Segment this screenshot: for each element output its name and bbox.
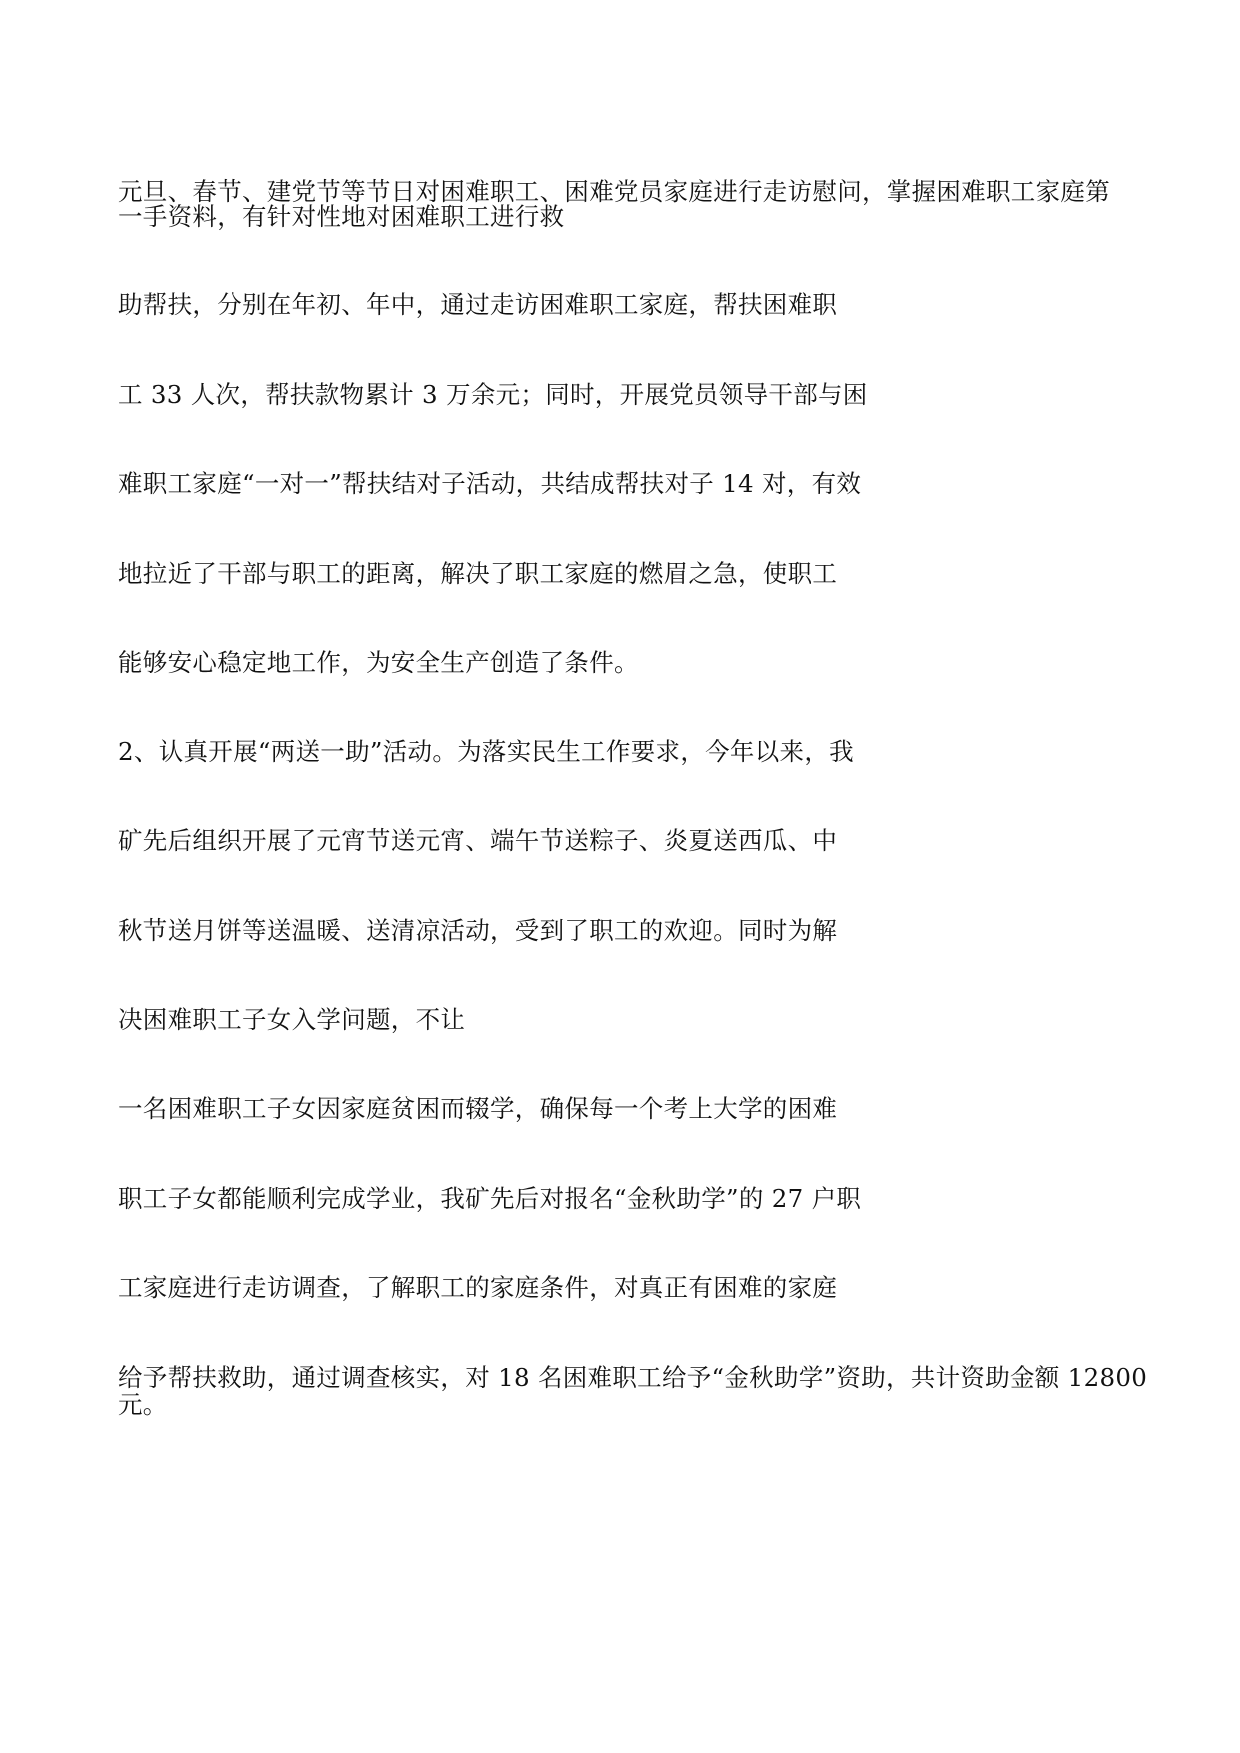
text-line: 地拉近了干部与职工的距离，解决了职工家庭的燃眉之急，使职工 [118, 559, 838, 588]
text-line: 矿先后组织开展了元宵节送元宵、端午节送粽子、炎夏送西瓜、中 [118, 826, 838, 855]
text-line: 助帮扶，分别在年初、年中，通过走访困难职工家庭，帮扶困难职 [118, 290, 838, 319]
text-line: 秋节送月饼等送温暖、送清凉活动，受到了职工的欢迎。同时为解 [118, 916, 838, 945]
text-line: 元旦、春节、建党节等节日对困难职工、困难党员家庭进行走访慰问，掌握困难职工家庭第 [118, 177, 1110, 206]
text-line: 一名困难职工子女因家庭贫困而辍学，确保每一个考上大学的困难 [118, 1094, 838, 1123]
text-line: 给予帮扶救助，通过调查核实，对 18 名困难职工给予“金秋助学”资助，共计资助金额 12800 [118, 1363, 1148, 1392]
text-line: 能够安心稳定地工作，为安全生产创造了条件。 [118, 648, 639, 677]
text-line: 2、认真开展“两送一助”活动。为落实民生工作要求，今年以来，我 [118, 737, 854, 766]
text-line: 难职工家庭“一对一”帮扶结对子活动，共结成帮扶对子 14 对，有效 [118, 469, 862, 498]
text-line: 决困难职工子女入学问题，不让 [118, 1005, 466, 1034]
text-line: 工 33 人次，帮扶款物累计 3 万余元；同时，开展党员领导干部与困 [118, 380, 868, 409]
text-line: 一手资料，有针对性地对困难职工进行救 [118, 202, 565, 231]
text-line: 工家庭进行走访调查，了解职工的家庭条件，对真正有困难的家庭 [118, 1273, 838, 1302]
text-line: 职工子女都能顺利完成学业，我矿先后对报名“金秋助学”的 27 户职 [118, 1184, 862, 1213]
text-line: 元。 [118, 1390, 168, 1419]
